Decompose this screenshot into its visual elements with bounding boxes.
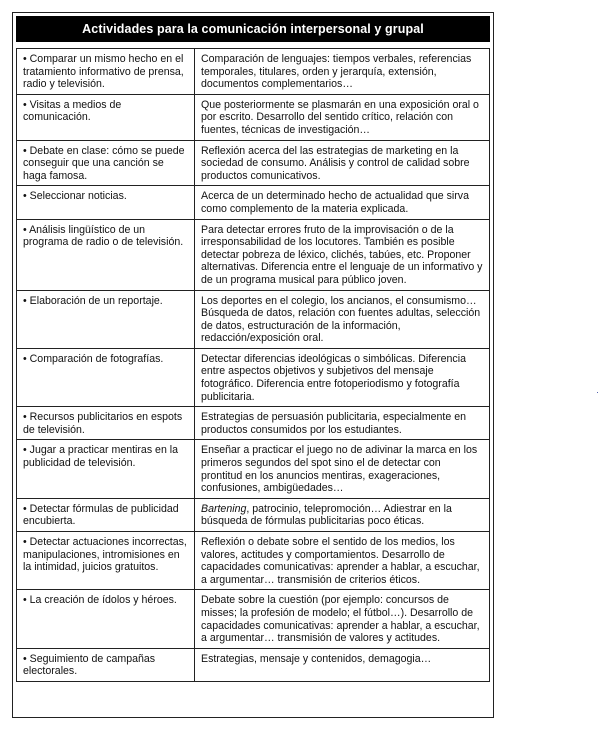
activity-cell: • Jugar a practicar mentiras en la publicidad de televisión. [17, 440, 195, 498]
description-cell: Estrategias, mensaje y contenidos, demagogia… [195, 648, 490, 681]
description-cell: Que posteriormente se plasmarán en una exposición oral o por escrito. Desarrollo del sentido crítico, relación con fuentes, técnicas de investigación… [195, 94, 490, 140]
table-row [17, 407, 490, 440]
description-cell: Los deportes en el colegio, los ancianos, el consumismo… Búsqueda de datos, relación con fuentes adultas, selección de datos, estructuración de la información, redacción/exposición oral. [195, 290, 490, 348]
activity-cell: • Recursos publicitarios en espots de televisión. [17, 407, 195, 440]
activity-cell: • Comparación de fotografías. [17, 348, 195, 406]
table-row [17, 219, 490, 290]
table-row [17, 648, 490, 681]
table-row [17, 94, 490, 140]
table-row [17, 440, 490, 498]
description-cell: Debate sobre la cuestión (por ejemplo: concursos de misses; la profesión de modelo; el fútbol…). Desarrollo de capacidades comunicativas: aprender a hablar, a escuchar, a argumentar… transmisión de valores y actitudes. [195, 590, 490, 648]
activity-cell: • Detectar fórmulas de publicidad encubierta. [17, 498, 195, 531]
description-cell: Acerca de un determinado hecho de actualidad que sirva como complemento de la materia explicada. [195, 186, 490, 219]
activity-cell: • Visitas a medios de comunicación. [17, 94, 195, 140]
activities-table [16, 48, 490, 682]
activity-cell: • Elaboración de un reportaje. [17, 290, 195, 348]
table-row [17, 532, 490, 590]
activity-cell: • Detectar actuaciones incorrectas, manipulaciones, intromisiones en la intimidad, juicios gratuitos. [17, 532, 195, 590]
activity-cell: • La creación de ídolos y héroes. [17, 590, 195, 648]
description-cell: Para detectar errores fruto de la improvisación o de la irresponsabilidad de los locutores. También es posible detectar pobreza de léxico, clichés, tabúes, etc. Proponer alternativas. Diferencia entre el lenguaje de un informativo y de un programa musical para público joven. [195, 219, 490, 290]
description-cell: Estrategias de persuasión publicitaria, especialmente en productos consumidos por los estudiantes. [195, 407, 490, 440]
stray-mark: · [596, 387, 599, 397]
table-row [17, 348, 490, 406]
description-cell: Detectar diferencias ideológicas o simbólicas. Diferencia entre aspectos objetivos y subjetivos del mensaje fotográfico. Diferencia entre fotoperiodismo y fotografía publicitaria. [195, 348, 490, 406]
activity-cell: • Seguimiento de campañas electorales. [17, 648, 195, 681]
description-emphasis: Bartening [201, 502, 247, 515]
table-row [17, 290, 490, 348]
description-cell: Enseñar a practicar el juego no de adivinar la marca en los primeros segundos del spot sino el de detectar con prontitud en los anuncios mentiras, exageraciones, confusiones, ambigüedades… [195, 440, 490, 498]
activity-cell: • Seleccionar noticias. [17, 186, 195, 219]
description-cell: Comparación de lenguajes: tiempos verbales, referencias temporales, titulares, orden y jerarquía, extensión, documentos complementarios… [195, 49, 490, 95]
table-row [17, 498, 490, 531]
table-row [17, 590, 490, 648]
description-text: , patrocinio, telepromoción… Adiestrar en la búsqueda de fórmulas publicitarias poco éticas. [201, 502, 452, 528]
activity-cell: • Análisis lingüístico de un programa de radio o de televisión. [17, 219, 195, 290]
table-title: Actividades para la comunicación interpersonal y grupal [16, 16, 490, 42]
activity-cell: • Debate en clase: cómo se puede conseguir que una canción se haga famosa. [17, 140, 195, 186]
description-cell: Reflexión o debate sobre el sentido de los medios, los valores, actitudes y comportamientos. Desarrollo de capacidades comunicativas: aprender a hablar, a escuchar, a argumentar… transmisión de criterios éticos. [195, 532, 490, 590]
activities-table-frame [12, 12, 494, 718]
activity-cell: • Comparar un mismo hecho en el tratamiento informativo de prensa, radio y televisión. [17, 49, 195, 95]
table-row [17, 186, 490, 219]
table-row [17, 140, 490, 186]
description-cell [195, 498, 490, 531]
description-cell: Reflexión acerca del las estrategias de marketing en la sociedad de consumo. Análisis y control de calidad sobre productos comunicativos. [195, 140, 490, 186]
table-row [17, 49, 490, 95]
